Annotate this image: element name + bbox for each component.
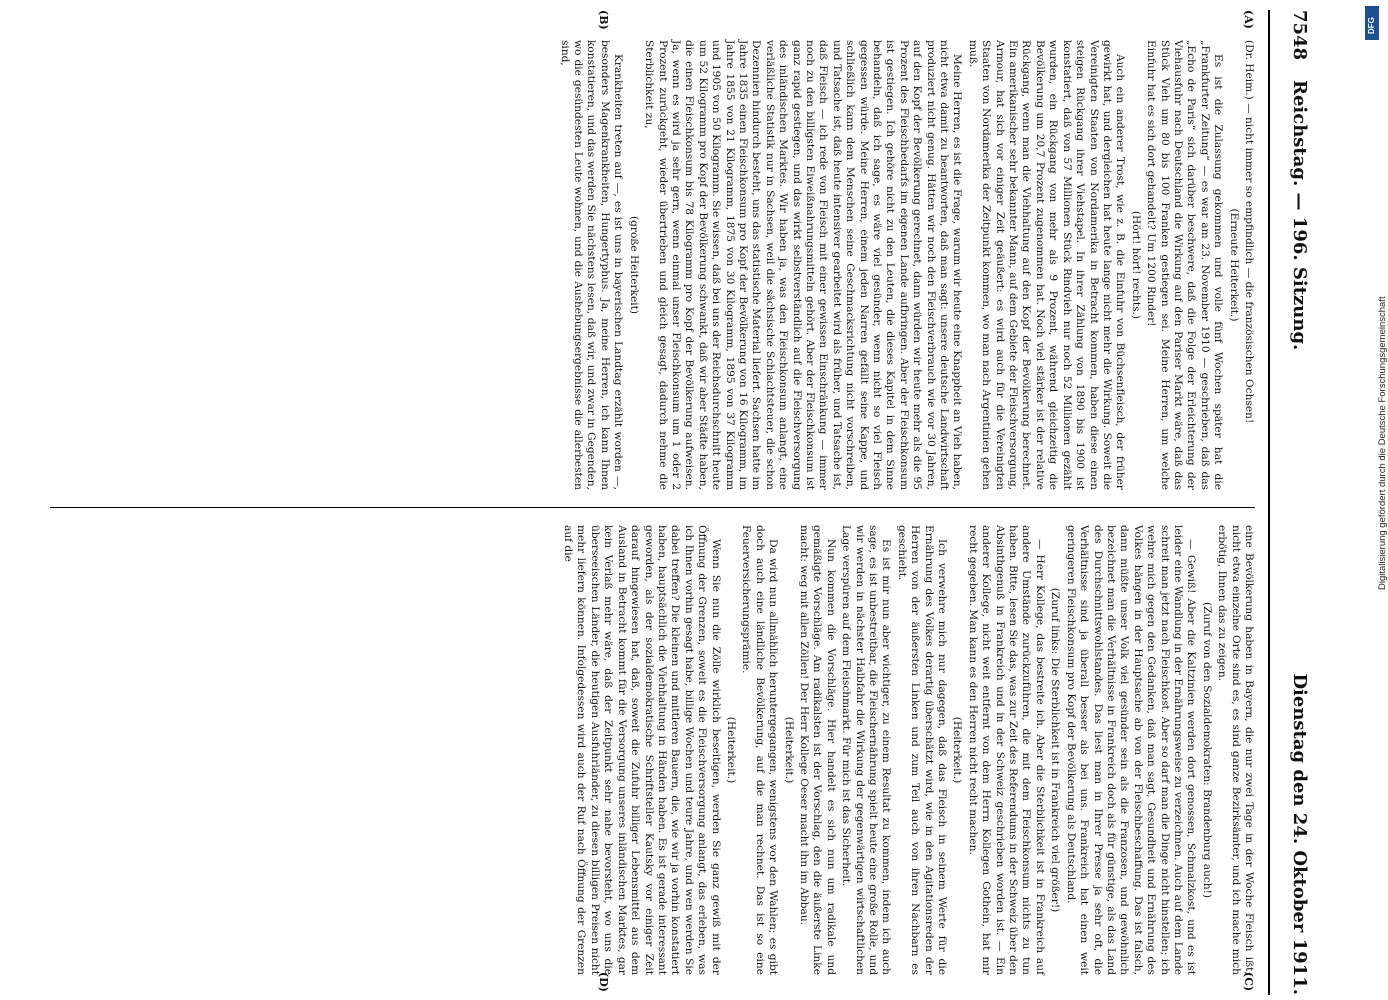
interjection: (Zuruf links: Die Sterblichkeit ist in Frankreich viel größer!)	[1049, 587, 1062, 913]
paragraph: eine Bevölkerung haben in Bayern, die nur zwei Tage in der Woche Fleisch ißt; nicht etwa einzelne Orte sind es, es sind ganze Bezirksämter, und ich mache mich erbötig, Ihnen das zu zeigen.	[1216, 525, 1255, 975]
page-number: 7548	[1289, 10, 1310, 61]
rotated-page-content	[40, 10, 1330, 995]
scanned-page	[40, 10, 1370, 995]
paragraph: (Dr. Heim.) — nicht immer so empfindlich — die französischen Ochsen!	[1243, 40, 1255, 424]
interjection: (Erneute Heiterkeit.)	[1227, 208, 1240, 322]
marker-b: (B)	[597, 10, 610, 30]
interjection: (Hört! hört! rechts.)	[1129, 210, 1142, 320]
column-divider	[50, 507, 1255, 508]
interjection: (große Heiterkeit)	[627, 215, 640, 315]
paragraph: Es ist die Zulassung gekommen und volle fünf Wochen später hat die „Frankfurter Zeitung“ — es war am 23. November 1910 — geschrieben, daß das „Echo de Paris“ sich darüber beschwere, daß die Folge der Erleichterung der Viehausfuhr nach Deutschland die Wirkung auf den Pariser Markt wäre, daß das Stück Vieh um 80 bis 100 Franken gestiegen sei. Meine Herren, um welche Einfuhr hat es sich dort gehandelt? Um 1200 Rinder!	[1145, 40, 1225, 490]
digitization-credit	[1363, 0, 1388, 1000]
paragraph: Da wird nun allmählich heruntergegangen, wenigstens vor den Wahlen; es gibt doch auch eine ländliche Bevölkerung, auf die man rechnet. Das ist so eine Feuerversicherungsprämie.	[740, 525, 780, 975]
interjection: (Heiterkeit.)	[782, 716, 795, 784]
paragraph: — Herr Kollege, das bestreite ich. Aber die Sterblichkeit ist in Frankreich auf andere Umstände zurückzuführen, die mit dem Fleischkonsum nichts zu tun haben. Bitte, lesen Sie das, was zur Zeit des Referendums in der Schweiz über den Absinthgenuß in Frankreich und in der Schweiz geschrieben worden ist. — Ein anderer Kollege, nicht weit entfernt von dem Herrn Kollegen Gothein, hat mir recht gegeben. Man kann es den Herren nicht recht machen.	[966, 525, 1046, 975]
page-header	[1268, 10, 1330, 995]
right-column	[50, 525, 1255, 975]
paragraph: Nun kommen die Vorschläge. Hier handelt es sich nun um radikale und gemäßigte Vorschläge. Am radikalsten ist der Vorschlag, den die äußerste Linke macht: weg mit allen Zöllen! Der Herr Kollege Oeser macht ihn im Abbau.	[798, 525, 837, 975]
left-column	[50, 40, 1255, 490]
header-session: Reichstag. — 196. Sitzung.	[1289, 80, 1310, 351]
paragraph: Krankheiten treten auf —, es ist uns in bayerischen Landtag erzählt worden —, besonders Magenkrankheiten, Hungertyphus. Ja, meine Herren, ich kann Ihnen konstatieren, und das werden Sie nächstens lesen, daß wir, und zwar in Gegenden, wo die gesündesten Leute wohnen, und die Aushebungsergebnisse die allerbesten sind,	[558, 40, 625, 490]
marker-d: (D)	[597, 972, 610, 992]
paragraph: Ich verwehre mich nur dagegen, daß das Fleisch in seinem Werte für die Ernährung des Volkes derartig überschätzt wird, wie in den Agitationsreden der Herren von der äußersten Linken und zum Teil auch von ihren Nachbarn es geschieht.	[895, 525, 949, 975]
interjection: (Zuruf von den Sozialdemokraten: Brandenburg auch!)	[1200, 601, 1213, 899]
interjection: (Heiterkeit.)	[724, 716, 737, 784]
interjection: (Heiterkeit.)	[951, 716, 964, 784]
paragraph: Meine Herren, es ist die Frage, warum wir heute eine Knappheit an Vieh haben, nicht etwa damit zu beantworten, daß man sagt: unsere deutsche Landwirtschaft produziert nicht genug. Hätten wir noch den Fleischverbrauch wie vor 30 Jahren, auf den Kopf der Bevölkerung gerechnet, dann würden wir heute mehr als die 95 Prozent des Fleischbedarfs im eigenen Lande aufbringen. Aber der Fleischkonsum ist gestiegen. Ich gehöre nicht zu den Leuten, die dieses Kapitel in dem Sinne behandeln, daß ich sage, es wäre viel gesünder, wenn nicht so viel Fleisch gegessen würde. Meine Herren, einem jeden Narren gefällt seine Kappe, und schließlich kann dem Menschen seine Geschmacksrichtung nicht vorschreiben, und Tatsache ist, daß heute intensiver gearbeitet wird als früher, und Tatsache ist, daß Fleisch — ich rede von Fleisch mit einer gewissen Einschränkung — immer noch zu den billigsten Eiweißnahrungsmitteln gehört. Aber der Fleischkonsum ist ganz rapid gestiegen, und das wirkt selbstverständlich auf die Fleischversorgung des inländischen Marktes. Wir haben ja, was den Fleischkonsum anlangt, eine verläßliche Statistik nur in Sachsen, weil die sächsische Schlachtsteuer, die schon Dezennien hindurch besteht, uns das statistische Material liefert. Sachsen hatte im Jahre 1835 einen Fleischkonsum pro Kopf der Bevölkerung von 16 Kilogramm, im Jahre 1855 von 21 Kilogramm, 1875 von 30 Kilogramm, 1895 von 37 Kilogramm und 1905 von 50 Kilogramm. Sie wissen, daß bei uns der Reichsdurchschnitt heute um 52 Kilogramm pro Kopf der Bevölkerung schwankt, daß wir aber Städte haben, die einen Fleischkonsum bis 78 Kilogramm pro Kopf der Bevölkerung aufweisen. Ja, wenn es wird ja sehr gern, wenn einmal unser Fleischkonsum um 1 oder 2 Prozent zurückgeht, wieder übertrieben und gleich gesagt, dadurch nehme die Sterblichkeit zu,	[643, 40, 964, 490]
marker-c: (C)	[1242, 972, 1255, 992]
paragraph: — Gewiß! Aber die Kaltzinien werden dort genossen, Schmalzkost, und es ist leider eine Wandlung in der Ernährungsweise zu verzeichnen. Auch auf dem Lande schreit man jetzt nach Fleischkost. Aber so darf man die Dinge nicht hinstellen; ich wehre mich gegen den Gedanken, daß man sagt, Gesundheit und Ernährung des Volkes hängen in der Hauptsache ab von der Fleischbeschaffung. Das ist falsch, dann müßte unser Volk viel gesünder sein als die Franzosen, und gewöhnlich bezeichnet man die Verhältnisse in Frankreich doch als für günstige, als das Land des Durchschnittswohlstandes. Das liest man in Ihrer Presse ja sehr oft, die Verhältnisse sind ja überall besser als bei uns. Frankreich hat einen weit geringeren Fleischkonsum pro Kopf der Bevölkerung als Deutschland.	[1064, 525, 1198, 975]
credit-text: Digitalisierung gefördert durch die Deutsche Forschungsgemeinschaft	[1377, 296, 1388, 590]
header-date: Dienstag den 24. Oktober 1911.	[1289, 673, 1310, 995]
paragraph: Auch ein anderer Trost, wie z. B. die Einfuhr von Büchsenfleisch, der früher gewirkt hat, und dergleichen hat heute lange nicht mehr die Wirkung. Soweit die Vereinigten Staaten von Nordamerika in Betracht kommen, haben diese einen steigen Rückgang ihrer Viehstapel. In ihrer Zählung von 1890 bis 1900 ist konstatiert, daß von 57 Millionen Stück Rindvieh nur noch 52 Millionen gezählt wurden, ein Rückgang von mehr als 9 Prozent, während gleichzeitig die Bevölkerung um 20,7 Prozent zugenommen hat. Noch viel stärker ist der relative Rückgang, wenn man die Viehhaltung auf den Kopf der Bevölkerung berechnet. Ein amerikanischer sehr bekannter Mann, auf dem Gebiete der Fleischversorgung, Armour, hat sich vor einiger Zeit geäußert: es wird auch für die Vereinigten Staaten von Nordamerika der Zeitpunkt kommen, wo man nach Argentinien gehen muß.	[966, 40, 1127, 490]
dfg-logo-text: DFG	[1367, 17, 1376, 34]
paragraph: Wenn Sie nun die Zölle wirklich beseitigen, werden Sie ganz gewiß mit der Öffnung der Grenzen, soweit es die Fleischversorgung anlangt, das erleben, was ich Ihnen vorhin gesagt habe, billige Wochen und teure Jahre, und wen werden Sie dabei treffen? Die kleinen und mittleren Bauern, die, wie wir ja vorhin konstatiert haben, hauptsächlich die Viehhaltung in Händen haben. Es ist gerade interessant geworden, als der sozialdemokratische Schriftsteller Kautsky vor einiger Zeit darauf hingewiesen hat, daß, soweit die Zufuhr billiger Lebensmittel aus dem Ausland in Betracht kommt für die Versorgung unseres inländischen Marktes, gar kein Verlaß mehr wäre, daß der Zeitpunkt sehr nahe bevorsteht, wo uns die überseeischen Länder, die heutigen Ausfuhrländer, zu diesen billigen Preisen nicht mehr liefern können. Infolgedessen wird auch der Ruf nach Öffnung der Grenzen auf die	[562, 525, 722, 975]
marker-a: (A)	[1242, 10, 1255, 29]
paragraph: Es ist mir nun aber wichtiger, zu einem Resultat zu kommen, indem ich auch sage, es ist unbestreitbar, die Fleischernährung spielt heute eine große Rolle, und wir werden in nächster Halbfahr die Wirkung der gegenwärtigen wirtschaftlichen Lage verspüren auf dem Fleischmarkt. Für mich ist das Sicherheit.	[840, 525, 893, 975]
